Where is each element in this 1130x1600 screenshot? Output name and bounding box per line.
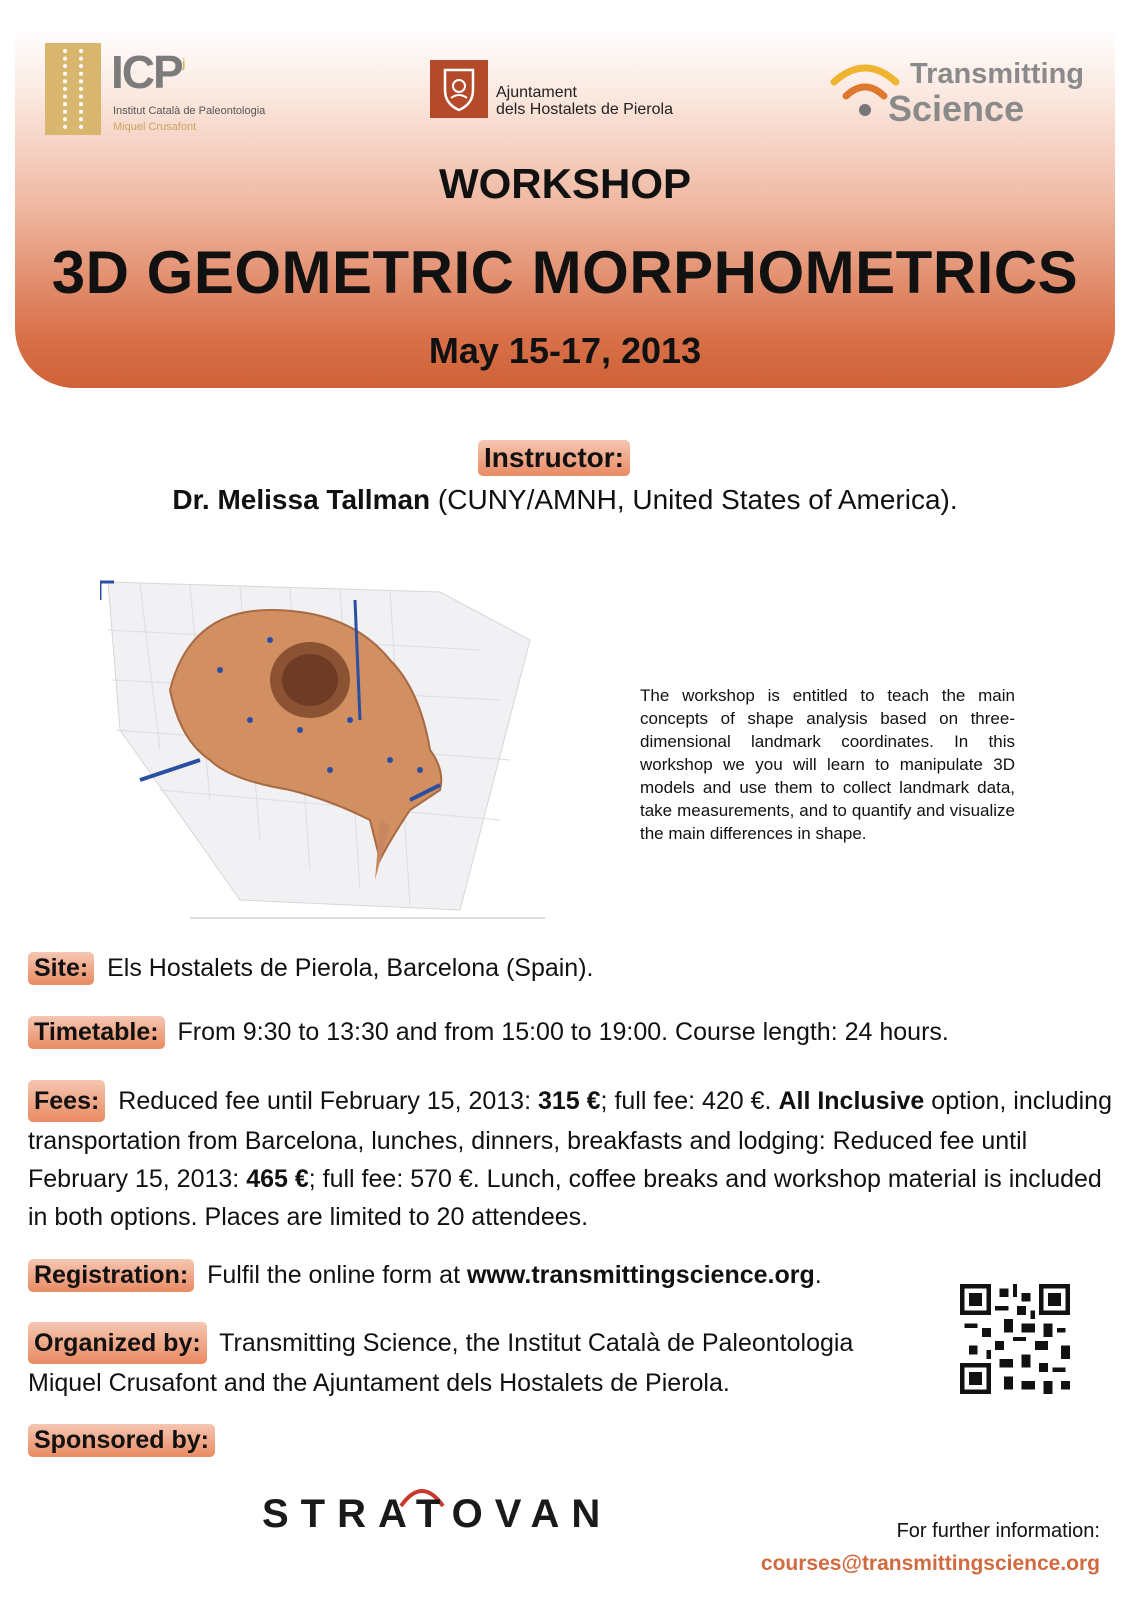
skull-3d-figure [100, 570, 550, 920]
fees-reduced-2: 465 € [246, 1165, 309, 1193]
sponsored-label: Sponsored by: [28, 1424, 215, 1457]
organized-row [28, 1322, 928, 1402]
site-text: Els Hostalets de Pierola, Barcelona (Spain). [100, 954, 594, 982]
timetable-row [28, 1016, 949, 1049]
icp-spine-icon [45, 43, 101, 135]
fees-label: Fees: [28, 1080, 105, 1122]
fees-all-inclusive: All Inclusive [778, 1087, 925, 1115]
workshop-dates: May 15-17, 2013 [428, 330, 702, 371]
site-row [28, 952, 594, 985]
fees-reduced: 315 € [537, 1087, 601, 1115]
fees-text-2: ; full fee: 420 €. [600, 1087, 779, 1115]
organized-text: Transmitting Science, the Institut Català de Paleontologia Miquel Crusafont and the Ajuntament dels Hostalets de Pierola. [28, 1329, 854, 1397]
icp-mark: $ICP^ʲ$ [111, 46, 184, 98]
transmitting-science-logo [830, 58, 1090, 128]
workshop-description: The workshop is entitled to teach the main concepts of shape analysis based on three-dimensional landmark coordinates. In this workshop we you will learn to manipulate 3D models and use them to collect landmark data, take measurements, and to quantify and visualize the main differences in shape. [640, 686, 1015, 843]
coat-of-arms-icon [430, 60, 488, 118]
registration-row [28, 1259, 822, 1292]
ajuntament-logo [430, 60, 720, 120]
instructor-affiliation: (CUNY/AMNH, United States of America). [430, 484, 958, 515]
fees-text-3: option, including transportation from Barcelona, lunches, dinners, breakfasts and lodging: Reduced fee until February 15, 2013: [28, 1087, 1112, 1193]
instructor-label: Instructor: [478, 440, 630, 476]
icp-subname: Miquel Crusafont [113, 121, 197, 133]
sponsored-row [28, 1424, 221, 1457]
fees-row [28, 1080, 1113, 1236]
registration-end: . [814, 1261, 822, 1289]
site-label: Site: [28, 952, 94, 985]
instructor-name: Dr. Melissa Tallman [172, 484, 431, 515]
icp-logo [45, 43, 285, 138]
fees-text-1: Reduced fee until February 15, 2013: [111, 1087, 538, 1115]
page-title: 3D GEOMETRIC MORPHOMETRICS [51, 239, 1079, 306]
registration-text: Fulfil the online form at [200, 1261, 467, 1289]
registration-label: Registration: [28, 1259, 194, 1292]
qr-code-icon[interactable] [960, 1284, 1070, 1394]
ajuntament-name: Ajuntament dels Hostalets de Pierola [496, 84, 673, 118]
further-info-label: For further information: [896, 1520, 1100, 1542]
instructor-line [0, 484, 1130, 516]
ts-word-transmitting: Transmitting [910, 58, 1085, 90]
organized-label: Organized by: [28, 1322, 207, 1364]
timetable-text: From 9:30 to 13:30 and from 15:00 to 19:00. Course length: 24 hours. [170, 1018, 949, 1046]
sponsor-logo: STRATOVAN [262, 1492, 613, 1536]
workshop-label: WORKSHOP [439, 160, 691, 207]
ts-word-science: Science [888, 88, 1025, 129]
contact-email-link[interactable]: courses@transmittingscience.org [760, 1552, 1100, 1575]
timetable-label: Timetable: [28, 1016, 165, 1049]
registration-link[interactable]: www.transmittingscience.org [466, 1261, 815, 1289]
icp-name: Institut Català de Paleontologia [113, 105, 266, 117]
fees-text-4: ; full fee: 570 €. Lunch, coffee breaks and workshop material is included in both options. Places are limited to 20 attendees. [28, 1165, 1102, 1231]
